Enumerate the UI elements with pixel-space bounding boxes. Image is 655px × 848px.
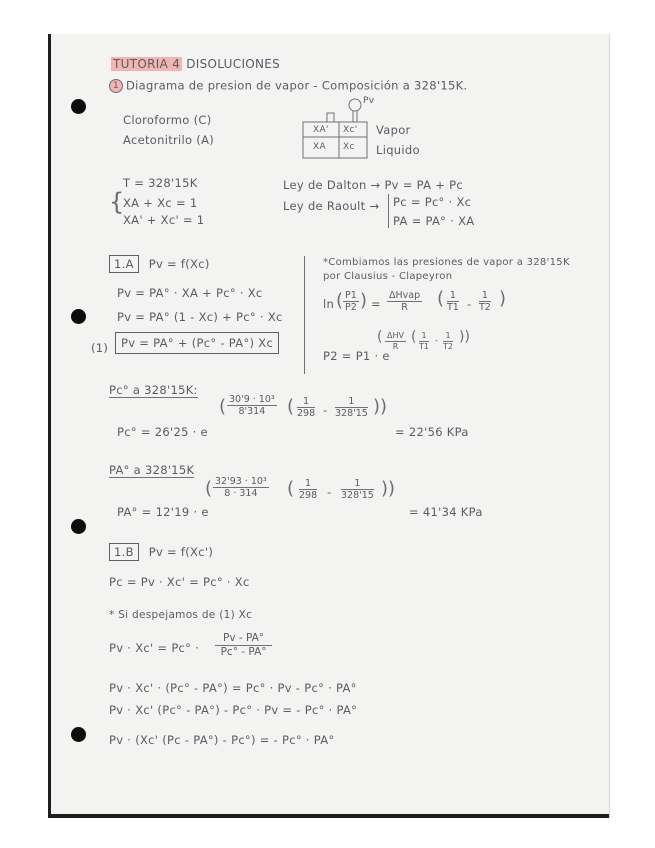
p2-exp-paren: )) [459, 329, 470, 345]
raoult-eq-a: PA = PA° · XA [393, 214, 475, 228]
pa-result: = 41'34 KPa [409, 505, 483, 519]
p2-exp-paren: ( [411, 329, 417, 345]
diagram-xc: Xc [343, 142, 355, 152]
part-1a-heading: 1.A Pv = f(Xc) [109, 258, 210, 271]
eq-1b-line5: Pv · (Xc' (Pc - PA°) - Pc°) = - Pc° · PA° [109, 733, 335, 747]
pc-inv-298: $\frac{1}{298}$ [297, 396, 316, 420]
section-title: 1 Diagrama de presion de vapor - Composición a 328'15K. [109, 79, 467, 93]
pc-exp-paren: )) [373, 396, 388, 417]
mole-fraction-liquid: XA + Xc = 1 [123, 196, 198, 210]
mole-fraction-vapor: XA' + Xc' = 1 [123, 213, 205, 227]
cc-paren: ) [499, 288, 507, 309]
eq-ref-1: (1) [91, 341, 109, 355]
pa-exp-paren: ( [205, 478, 213, 499]
part-1b-heading: 1.B Pv = f(Xc') [109, 546, 213, 559]
eq-1b-line2-left: Pv · Xc' = Pc° · [109, 641, 200, 655]
binder-hole [71, 519, 86, 534]
column-divider [304, 256, 305, 374]
pa-minus: - [327, 485, 332, 499]
eq-1a-line2: Pv = PA° (1 - Xc) + Pc° · Xc [117, 310, 283, 324]
component-cloroformo: Cloroformo (C) [123, 113, 212, 127]
pa-exp-paren: )) [381, 478, 396, 499]
diagram-xa: XA [313, 142, 326, 152]
raoult-eq-c: Pc = Pc° · Xc [393, 195, 472, 209]
cc-inv-t2: $\frac{1}{T2}$ [479, 290, 491, 314]
p2-exp-t1: $\frac{1}{T1}$ [419, 331, 429, 351]
diagram-pv: Pv [363, 96, 375, 106]
section-number: 1 [109, 79, 123, 93]
eq-1b-line1: Pc = Pv · Xc' = Pc° · Xc [109, 575, 250, 589]
pc-inv-328: $\frac{1}{328'15}$ [335, 396, 368, 420]
cc-equals: = [371, 297, 381, 311]
eq-1b-line2-frac: $\frac{Pv - PA^\circ}{Pc^\circ - PA^\circ}$ [215, 632, 272, 658]
pc-heading: Pc° a 328'15K: [109, 383, 198, 397]
p2-exp-minus: - [435, 336, 439, 345]
eq-1a-line1: Pv = PA° · XA + Pc° · Xc [117, 286, 263, 300]
temperature: T = 328'15K [123, 176, 198, 190]
raoult-law: Ley de Raoult → [283, 199, 380, 213]
cc-ln: ln [323, 297, 335, 311]
pa-inv-328: $\frac{1}{328'15}$ [341, 478, 374, 502]
pc-exp-paren: ( [287, 396, 295, 417]
cc-p-ratio: $\frac{P1}{P2}$ [345, 290, 357, 314]
brace-left: { [109, 188, 125, 216]
eq-1b-line4: Pv · Xc' (Pc° - PA°) - Pc° · Pv = - Pc° · PA° [109, 703, 358, 717]
part-1a-label: 1.A [109, 255, 139, 273]
diagram-liquido: Liquido [376, 143, 420, 157]
cc-note-1: *Combiamos las presiones de vapor a 328'15K [323, 257, 570, 268]
pa-heading: PA° a 328'15K [109, 463, 195, 477]
cc-paren: ( [336, 290, 344, 311]
p2-exp-dh: ΔHV R [387, 331, 404, 351]
eq-1a-boxed: Pv = PA° + (Pc° - PA°) Xc [115, 337, 279, 350]
pc-result: = 22'56 KPa [395, 425, 469, 439]
pc-base: Pc° = 26'25 · e [117, 425, 208, 439]
raoult-brace [388, 194, 389, 228]
p2-exp-paren: ( [377, 329, 383, 345]
pa-inv-298: $\frac{1}{298}$ [299, 478, 318, 502]
eq-1b-note: * Si despejamos de (1) Xc [109, 609, 253, 621]
part-1b-label: 1.B [109, 543, 139, 561]
pa-exp-frac: $\frac{\text{32'93 · 10³}}{8 \cdot 314}$ [215, 476, 267, 500]
cc-minus: - [467, 297, 472, 311]
dalton-law: Ley de Dalton → Pv = PA + Pc [283, 178, 464, 192]
notebook-page [48, 34, 609, 818]
component-acetonitrilo: Acetonitrilo (A) [123, 133, 215, 147]
diagram-vapor: Vapor [376, 123, 411, 137]
cc-note-2: por Clausius - Clapeyron [323, 271, 453, 282]
pc-exp-frac: $\frac{\text{30'9 · 10³}}{8'314}$ [229, 394, 275, 418]
cc-inv-t1: $\frac{1}{T1}$ [447, 290, 459, 314]
binder-hole [71, 727, 86, 742]
cc-paren: ) [360, 290, 368, 311]
p2-equation: P2 = P1 · e [323, 349, 390, 363]
binder-hole [71, 309, 86, 324]
header-tutoria: TUTORIA 4 [113, 57, 181, 71]
pc-minus: - [323, 403, 328, 417]
pc-exp-paren: ( [219, 396, 227, 417]
cc-paren: ( [437, 288, 445, 309]
cc-dh-ratio: ΔHvap R [389, 290, 421, 314]
pa-base: PA° = 12'19 · e [117, 505, 209, 519]
p2-exp-t2: $\frac{1}{T2}$ [443, 331, 453, 351]
pa-exp-paren: ( [287, 478, 295, 499]
header-disoluciones: DISOLUCIONES [186, 57, 281, 71]
eq-1b-line3: Pv · Xc' · (Pc° - PA°) = Pc° · Pv - Pc° · PA° [109, 681, 357, 695]
diagram-xc-prime: Xc' [343, 125, 358, 135]
diagram-xa-prime: XA' [313, 125, 329, 135]
